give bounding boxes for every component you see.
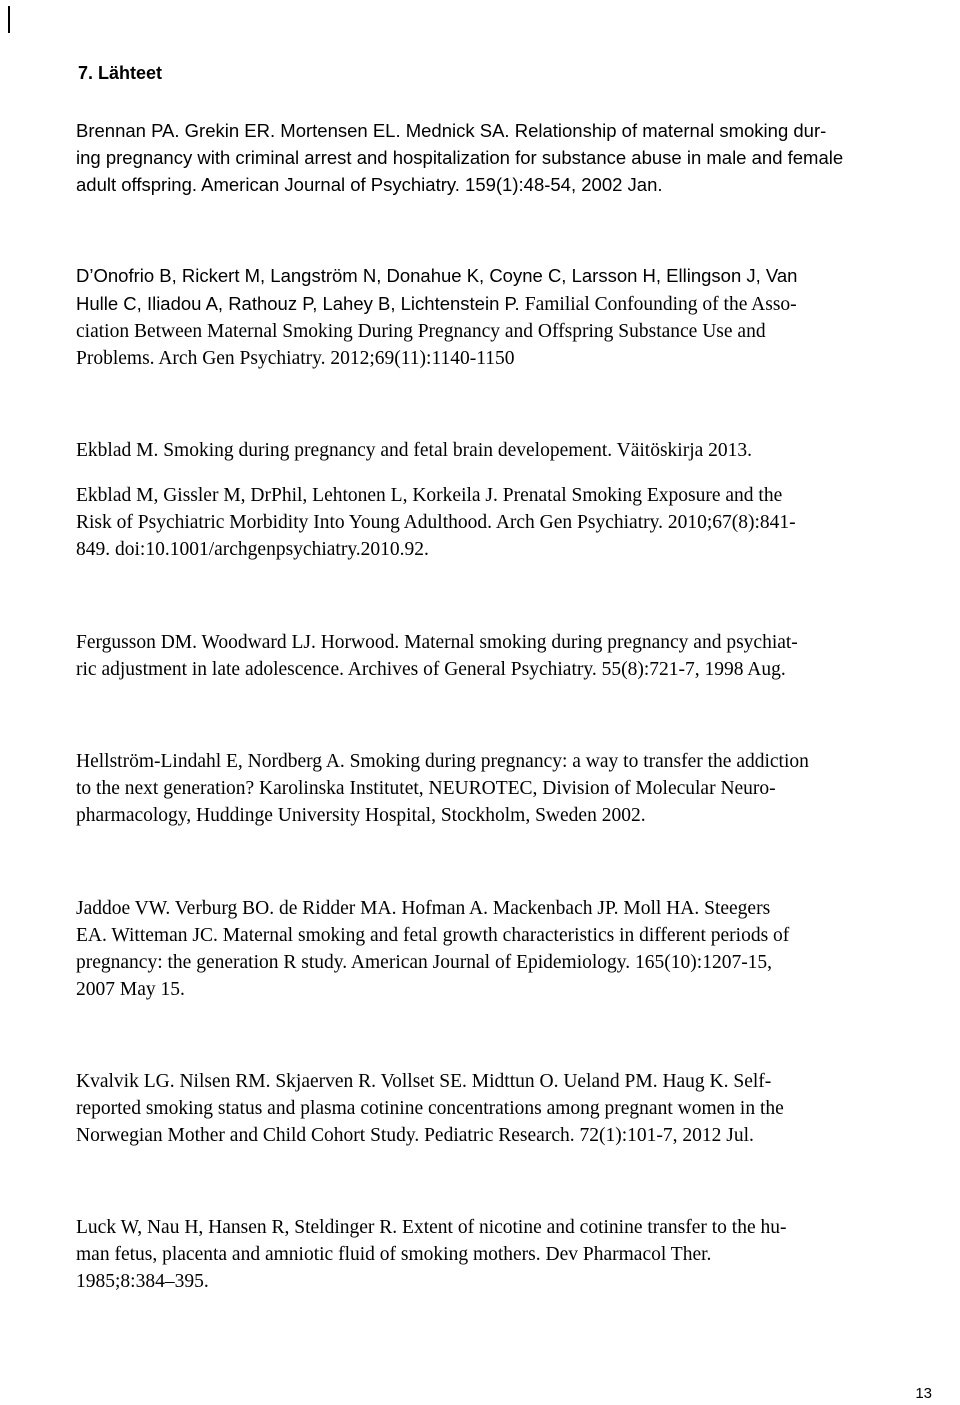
reference-line: ric adjustment in late adolescence. Archives of General Psychiatry. 55(8):721-7, 1998 Aug. <box>76 659 786 680</box>
reference-line: Hellström-Lindahl E, Nordberg A. Smoking during pregnancy: a way to transfer the addiction <box>76 751 809 772</box>
reference-line <box>76 262 956 290</box>
reference-line-title: ciation Between Maternal Smoking During Pregnancy and Offspring Substance Use and <box>76 321 766 342</box>
reference-line: Risk of Psychiatric Morbidity Into Young Adulthood. Arch Gen Psychiatry. 2010;67(8):841- <box>76 512 796 533</box>
reference-line: Ekblad M, Gissler M, DrPhil, Lehtonen L, Korkeila J. Prenatal Smoking Exposure and the <box>76 485 783 506</box>
reference-line: Luck W, Nau H, Hansen R, Steldinger R. Extent of nicotine and cotinine transfer to the hu- <box>76 1217 787 1238</box>
reference-line: Ekblad M. Smoking during pregnancy and fetal brain developement. Väitöskirja 2013. <box>76 440 753 461</box>
reference-line-authors: Hulle C, Iliadou A, Rathouz P, Lahey B, Lichtenstein P. <box>76 293 525 314</box>
reference-ekblad-thesis <box>76 437 956 464</box>
reference-line: Jaddoe VW. Verburg BO. de Ridder MA. Hofman A. Mackenbach JP. Moll HA. Steegers <box>76 898 771 919</box>
reference-ekblad-gissler <box>76 482 956 563</box>
reference-line: EA. Witteman JC. Maternal smoking and fetal growth characteristics in different periods of <box>76 925 790 946</box>
reference-line <box>76 290 956 318</box>
reference-line: 849. doi:10.1001/archgenpsychiatry.2010.92. <box>76 539 429 560</box>
reference-line: reported smoking status and plasma cotinine concentrations among pregnant women in the <box>76 1098 784 1119</box>
page-number: 13 <box>915 1385 932 1402</box>
reference-line: Norwegian Mother and Child Cohort Study. Pediatric Research. 72(1):101-7, 2012 Jul. <box>76 1125 754 1146</box>
reference-line: Kvalvik LG. Nilsen RM. Skjaerven R. Vollset SE. Midttun O. Ueland PM. Haug K. Self- <box>76 1071 772 1092</box>
section-heading: 7. Lähteet <box>78 63 163 83</box>
reference-line: man fetus, placenta and amniotic fluid of smoking mothers. Dev Pharmacol Ther. <box>76 1244 712 1265</box>
reference-fergusson <box>76 629 956 683</box>
reference-line-title: Problems. Arch Gen Psychiatry. 2012;69(11):1140-1150 <box>76 348 515 369</box>
reference-line: Fergusson DM. Woodward LJ. Horwood. Maternal smoking during pregnancy and psychiat- <box>76 632 798 653</box>
reference-line: pharmacology, Huddinge University Hospital, Stockholm, Sweden 2002. <box>76 805 646 826</box>
reference-line: Brennan PA. Grekin ER. Mortensen EL. Mednick SA. Relationship of maternal smoking dur- <box>76 120 827 141</box>
reference-luck <box>76 1214 956 1295</box>
reference-jaddoe <box>76 895 956 1003</box>
reference-line: adult offspring. American Journal of Psychiatry. 159(1):48-54, 2002 Jan. <box>76 174 663 195</box>
page-edge-mark <box>8 6 10 33</box>
reference-line: pregnancy: the generation R study. American Journal of Epidemiology. 165(10):1207-15, <box>76 952 773 973</box>
reference-donofrio <box>76 262 956 372</box>
reference-brennan <box>76 117 956 198</box>
reference-line <box>76 318 956 345</box>
reference-line-title: Familial Confounding of the Asso- <box>524 294 797 315</box>
reference-hellstrom-lindahl <box>76 748 956 829</box>
reference-kvalvik <box>76 1068 956 1149</box>
reference-line: 2007 May 15. <box>76 979 185 1000</box>
reference-line: to the next generation? Karolinska Institutet, NEUROTEC, Division of Molecular Neuro- <box>76 778 776 799</box>
reference-line: ing pregnancy with criminal arrest and hospitalization for substance abuse in male and female <box>76 147 844 168</box>
reference-line-authors: D’Onofrio B, Rickert M, Langström N, Donahue K, Coyne C, Larsson H, Ellingson J, Van <box>76 265 798 286</box>
reference-line: 1985;8:384–395. <box>76 1271 209 1292</box>
reference-line <box>76 345 956 372</box>
